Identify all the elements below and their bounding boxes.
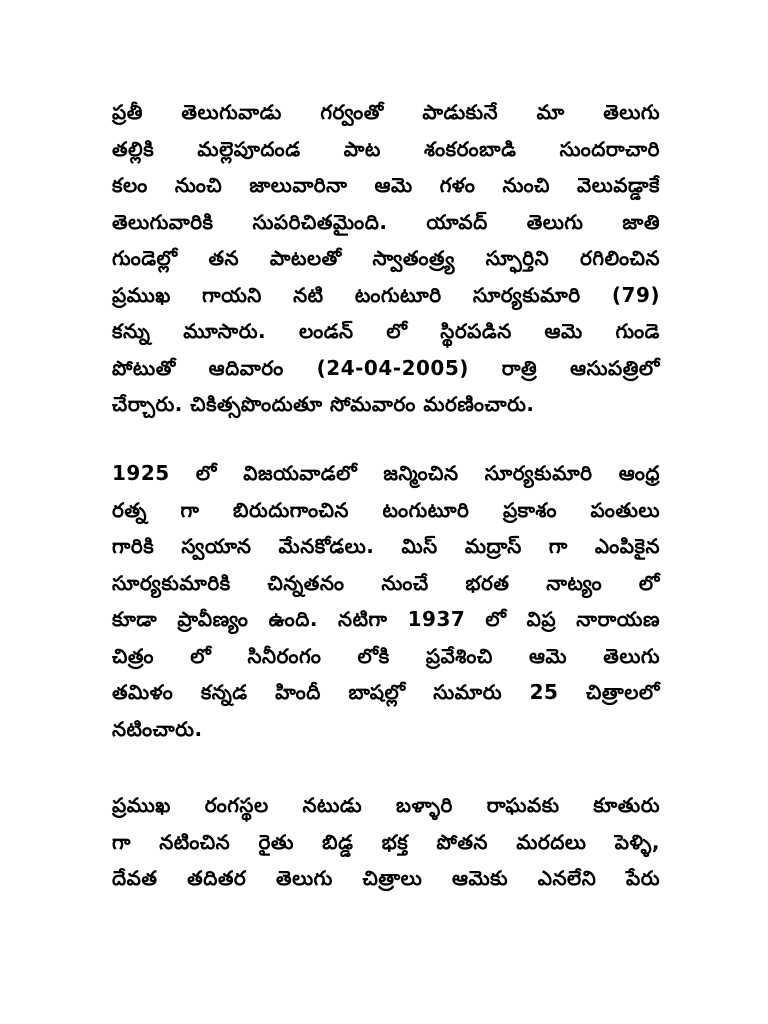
text-line: ప్రముఖ రంగస్థల నటుడు బళ్ళారి రాఘవకు కూతురు xyxy=(112,793,660,817)
text-line: నటించారు. xyxy=(112,716,203,741)
text-line: పోటుతో ఆదివారం (24-04-2005) రాత్రి ఆసుపత్రిలో xyxy=(112,355,660,380)
paragraph-2 xyxy=(112,455,660,747)
text-line: రత్న గా బిరుదుగాంచిన టంగుటూరి ప్రకాశం పంతులు xyxy=(112,497,660,522)
text-line: తల్లికి మల్లెపూదండ పాట శంకరంబాడి సుందరాచారి xyxy=(112,136,660,161)
text-line: తెలుగువారికి సుపరిచితమైంది. యావద్ తెలుగు జాతి xyxy=(112,209,660,234)
text-line: సూర్యకుమారికి చిన్నతనం నుంచే భరత నాట్యం లో xyxy=(112,570,660,595)
text-line: దేవత తదితర తెలుగు చిత్రాలు ఆమెకు ఎనలేని పేరు xyxy=(112,866,660,890)
text-line: తమిళం కన్నడ హిందీ బాషల్లో సుమారు 25 చిత్రాలలో xyxy=(112,680,660,704)
text-line: గుండెల్లో తన పాటలతో స్వాతంత్ర్య స్ఫూర్తిని రగిలించిన xyxy=(112,246,660,270)
paragraph-3 xyxy=(112,787,660,897)
text-line: చేర్చారు. చికిత్సపొందుతూ సోమవారం మరణించారు. xyxy=(112,392,535,416)
text-line: కన్ను మూసారు. లండన్ లో స్థిరపడిన ఆమె గుండె xyxy=(112,319,660,343)
text-line: గారికి స్వయాన మేనకోడలు. మిస్ మద్రాస్ గా ఎంపికైన xyxy=(112,534,660,558)
text-line: 1925 లో విజయవాడలో జన్మించిన సూర్యకుమారి ఆంధ్ర xyxy=(112,461,660,485)
text-line: గా నటించిన రైతు బిడ్డ భక్త పోతన మరదలు పెళ్ళి, xyxy=(112,829,660,854)
paragraph-1 xyxy=(112,94,660,423)
text-line: ప్రముఖ గాయని నటి టంగుటూరి సూర్యకుమారి (79) xyxy=(112,282,660,307)
text-line: చిత్రం లో సినీరంగం లోకి ప్రవేశించి ఆమె తెలుగు xyxy=(112,643,660,668)
text-line: కలం నుంచి జాలువారినా ఆమె గళం నుంచి వెలువడ్డాకే xyxy=(112,173,660,197)
text-line: ప్రతీ తెలుగువాడు గర్వంతో పాడుకునే మా తెలుగు xyxy=(112,100,660,124)
text-line: కూడా ప్రావీణ్యం ఉంది. నటిగా 1937 లో విప్ర నారాయణ xyxy=(112,607,660,631)
